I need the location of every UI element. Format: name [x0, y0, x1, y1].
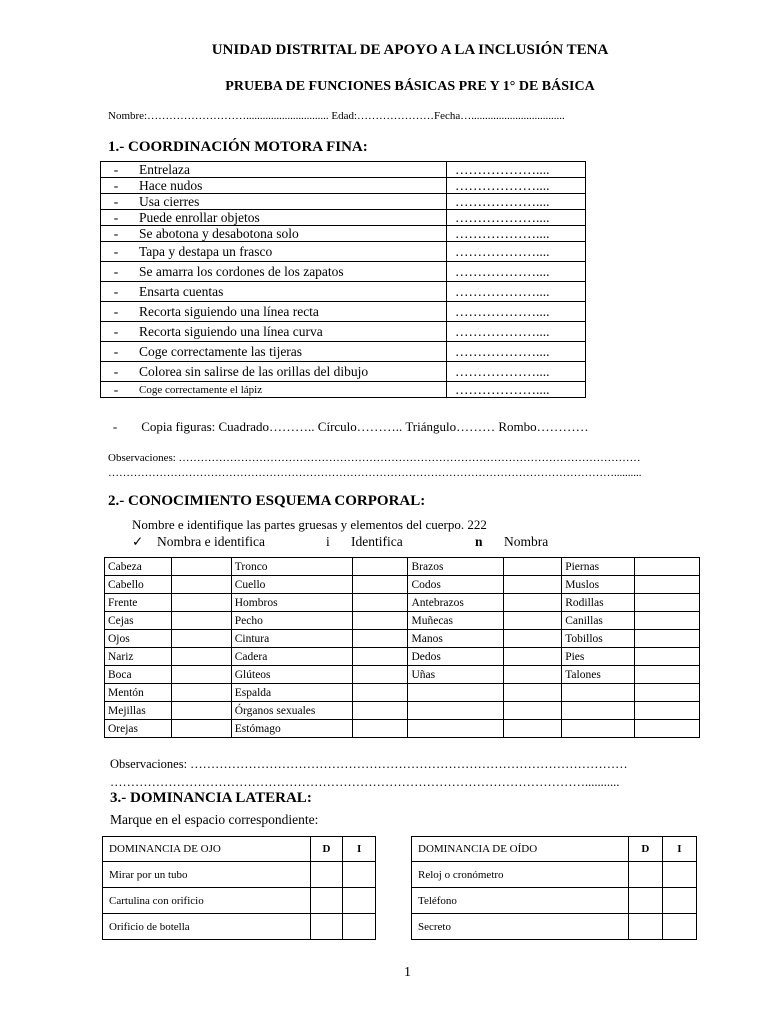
body-part-answer-cell[interactable] [504, 684, 562, 702]
motor-item-label: Recorta siguiendo una línea recta [131, 302, 447, 322]
row-dash: - [101, 194, 132, 210]
section-1-title: 1.- COORDINACIÓN MOTORA FINA: [108, 139, 368, 155]
body-part-answer-cell[interactable] [635, 720, 700, 738]
body-part-label: Talones [562, 666, 635, 684]
cell-d[interactable] [310, 888, 343, 914]
body-part-label: Canillas [562, 612, 635, 630]
obs-2-line-1: Observaciones: …………………………………………………………………………………………… [110, 757, 628, 771]
table-row [105, 720, 700, 738]
body-part-answer-cell[interactable] [352, 720, 408, 738]
body-part-answer-cell[interactable] [504, 666, 562, 684]
body-part-label: Dedos [408, 648, 504, 666]
motor-item-label: Hace nudos [131, 178, 447, 194]
body-part-answer-cell[interactable] [352, 702, 408, 720]
motor-row [101, 322, 586, 342]
motor-item-answer[interactable]: ……………….... [447, 322, 586, 342]
body-part-answer-cell[interactable] [504, 720, 562, 738]
check-icon: ✓ [132, 534, 144, 550]
body-part-label: Boca [105, 666, 172, 684]
body-part-label: Cejas [105, 612, 172, 630]
body-part-answer-cell[interactable] [171, 576, 231, 594]
motor-row [101, 302, 586, 322]
col-i-header: I [662, 837, 696, 862]
obs-1-line-1: Observaciones: ……………………………………………………………………………………………………………… [108, 452, 641, 464]
obs-1-line-2: ………………………………………………………………………………………………………………………….......... [108, 467, 642, 479]
motor-item-label: Coge correctamente las tijeras [131, 342, 447, 362]
motor-item-label: Entrelaza [131, 162, 447, 178]
cell-d[interactable] [628, 862, 662, 888]
row-dash: - [101, 322, 132, 342]
copy-figures-row [100, 419, 589, 435]
legend-identifica: Identifica [351, 534, 403, 549]
body-part-label: Órganos sexuales [231, 702, 352, 720]
motor-item-label: Colorea sin salirse de las orillas del dibujo [131, 362, 447, 382]
legend-n-symbol: n [475, 534, 483, 549]
table-header-row [103, 837, 376, 862]
body-part-answer-cell[interactable] [352, 684, 408, 702]
motor-item-answer[interactable]: ……………….... [447, 342, 586, 362]
body-part-label: Antebrazos [408, 594, 504, 612]
motor-item-answer[interactable]: ……………….... [447, 302, 586, 322]
body-part-answer-cell[interactable] [352, 648, 408, 666]
motor-item-answer[interactable]: ……………….... [447, 362, 586, 382]
body-part-label: Pecho [231, 612, 352, 630]
body-part-answer-cell[interactable] [352, 666, 408, 684]
body-part-answer-cell[interactable] [352, 630, 408, 648]
motor-item-label: Se amarra los cordones de los zapatos [131, 262, 447, 282]
body-part-answer-cell[interactable] [504, 558, 562, 576]
row-dash: - [101, 382, 132, 398]
legend-nombra-identifica: Nombra e identifica [157, 534, 265, 549]
body-part-answer-cell[interactable] [635, 666, 700, 684]
row-dash: - [101, 178, 132, 194]
body-part-answer-cell[interactable] [635, 630, 700, 648]
row-dash: - [101, 302, 132, 322]
body-part-label [408, 684, 504, 702]
motor-item-label: Puede enrollar objetos [131, 210, 447, 226]
body-part-label [562, 684, 635, 702]
table-row [103, 862, 376, 888]
body-part-label: Estómago [231, 720, 352, 738]
body-part-label [562, 720, 635, 738]
table-row [105, 594, 700, 612]
body-part-label: Nariz [105, 648, 172, 666]
cell-i[interactable] [662, 914, 696, 940]
table-row [105, 684, 700, 702]
col-i-header: I [343, 837, 376, 862]
body-part-label: Codos [408, 576, 504, 594]
motor-item-answer[interactable]: ……………….... [447, 194, 586, 210]
motor-row [101, 210, 586, 226]
body-part-label: Glúteos [231, 666, 352, 684]
col-d-header: D [310, 837, 343, 862]
table-row [105, 648, 700, 666]
body-part-label: Tronco [231, 558, 352, 576]
legend-i-symbol: i [326, 534, 330, 549]
motor-row [101, 382, 586, 398]
body-part-label: Piernas [562, 558, 635, 576]
body-part-label: Mejillas [105, 702, 172, 720]
body-part-label: Cabello [105, 576, 172, 594]
body-parts-table [104, 557, 700, 738]
body-part-label: Cadera [231, 648, 352, 666]
dominance-item-label: Mirar por un tubo [103, 862, 311, 888]
cell-i[interactable] [343, 862, 376, 888]
body-part-answer-cell[interactable] [635, 576, 700, 594]
dominance-item-label: Orificio de botella [103, 914, 311, 940]
body-part-label: Espalda [231, 684, 352, 702]
motor-row [101, 226, 586, 242]
motor-row [101, 194, 586, 210]
info-line: Nombre:……………………….............................. Edad:…………………Fecha….................................. [108, 110, 565, 122]
body-part-answer-cell[interactable] [171, 648, 231, 666]
body-part-label: Frente [105, 594, 172, 612]
body-part-label: Cabeza [105, 558, 172, 576]
row-dash: - [101, 342, 132, 362]
cell-i[interactable] [662, 862, 696, 888]
table-row [103, 914, 376, 940]
dominance-item-label: Cartulina con orificio [103, 888, 311, 914]
dash: - [112, 419, 118, 434]
body-part-answer-cell[interactable] [635, 648, 700, 666]
body-part-answer-cell[interactable] [504, 594, 562, 612]
body-part-answer-cell[interactable] [171, 630, 231, 648]
legend-nombra: Nombra [504, 534, 549, 549]
row-dash: - [101, 226, 132, 242]
body-part-label: Tobillos [562, 630, 635, 648]
body-part-label: Ojos [105, 630, 172, 648]
row-dash: - [101, 162, 132, 178]
body-part-label [408, 720, 504, 738]
body-part-answer-cell[interactable] [504, 702, 562, 720]
motor-item-answer[interactable]: ……………….... [447, 282, 586, 302]
cell-i[interactable] [662, 888, 696, 914]
cell-d[interactable] [310, 914, 343, 940]
motor-row [101, 178, 586, 194]
body-part-answer-cell[interactable] [635, 684, 700, 702]
body-part-label [408, 702, 504, 720]
document-subtitle: PRUEBA DE FUNCIONES BÁSICAS PRE Y 1° DE BÁSICA [225, 79, 595, 94]
body-part-answer-cell[interactable] [635, 612, 700, 630]
table-row [412, 862, 697, 888]
body-part-label: Muñecas [408, 612, 504, 630]
body-part-answer-cell[interactable] [635, 702, 700, 720]
body-part-answer-cell[interactable] [171, 702, 231, 720]
motor-row [101, 362, 586, 382]
eye-dominance-table [102, 836, 376, 940]
cell-d[interactable] [310, 862, 343, 888]
body-part-answer-cell[interactable] [171, 684, 231, 702]
table-row [105, 576, 700, 594]
table-row [105, 612, 700, 630]
dominance-item-label: Reloj o cronómetro [412, 862, 629, 888]
body-part-label: Muslos [562, 576, 635, 594]
table-row [103, 888, 376, 914]
copy-figures-text: Copia figuras: Cuadrado……….. Círculo……….. Triángulo……… Rombo………… [141, 419, 589, 434]
section-2-instruction: Nombre e identifique las partes gruesas y elementos del cuerpo. 222 [132, 517, 487, 532]
body-part-answer-cell[interactable] [171, 720, 231, 738]
motor-item-answer[interactable]: ……………….... [447, 210, 586, 226]
body-part-label: Rodillas [562, 594, 635, 612]
col-d-header: D [628, 837, 662, 862]
motor-item-label: Ensarta cuentas [131, 282, 447, 302]
dominance-item-label: Teléfono [412, 888, 629, 914]
body-part-answer-cell[interactable] [635, 594, 700, 612]
body-part-label: Cintura [231, 630, 352, 648]
row-dash: - [101, 362, 132, 382]
body-part-answer-cell[interactable] [504, 576, 562, 594]
body-part-label: Manos [408, 630, 504, 648]
body-part-answer-cell[interactable] [171, 612, 231, 630]
row-dash: - [101, 262, 132, 282]
table-row [105, 630, 700, 648]
motor-table [100, 161, 586, 398]
body-part-answer-cell[interactable] [635, 558, 700, 576]
body-part-answer-cell[interactable] [171, 594, 231, 612]
motor-item-answer[interactable]: ……………….... [447, 162, 586, 178]
ear-dominance-table [411, 836, 697, 940]
body-part-answer-cell[interactable] [352, 594, 408, 612]
motor-item-answer[interactable]: ……………….... [447, 178, 586, 194]
motor-row [101, 342, 586, 362]
body-part-answer-cell[interactable] [352, 612, 408, 630]
motor-item-label: Se abotona y desabotona solo [131, 226, 447, 242]
body-part-answer-cell[interactable] [504, 630, 562, 648]
section-3-title: 3.- DOMINANCIA LATERAL: [110, 790, 312, 806]
body-part-answer-cell[interactable] [504, 648, 562, 666]
table-row [412, 888, 697, 914]
row-dash: - [101, 282, 132, 302]
dominance-header: DOMINANCIA DE OJO [103, 837, 311, 862]
body-part-answer-cell[interactable] [352, 558, 408, 576]
table-row [105, 666, 700, 684]
table-header-row [412, 837, 697, 862]
body-part-label: Orejas [105, 720, 172, 738]
row-dash: - [101, 210, 132, 226]
legend-row [132, 534, 632, 552]
body-part-label: Hombros [231, 594, 352, 612]
cell-i[interactable] [343, 914, 376, 940]
cell-d[interactable] [628, 914, 662, 940]
motor-item-label: Tapa y destapa un frasco [131, 242, 447, 262]
body-part-label: Uñas [408, 666, 504, 684]
body-part-answer-cell[interactable] [171, 666, 231, 684]
motor-item-label: Usa cierres [131, 194, 447, 210]
motor-item-answer[interactable]: ……………….... [447, 262, 586, 282]
dominance-header: DOMINANCIA DE OÍDO [412, 837, 629, 862]
body-part-label [562, 702, 635, 720]
motor-row [101, 242, 586, 262]
motor-row [101, 282, 586, 302]
body-part-label: Cuello [231, 576, 352, 594]
cell-i[interactable] [343, 888, 376, 914]
body-part-answer-cell[interactable] [171, 558, 231, 576]
section-3-instruction: Marque en el espacio correspondiente: [110, 812, 319, 827]
table-row [105, 558, 700, 576]
motor-item-answer[interactable]: ……………….... [447, 242, 586, 262]
table-row [105, 702, 700, 720]
obs-2-line-2: ……………………………………………………………………………………………………........... [110, 775, 620, 789]
body-part-label: Pies [562, 648, 635, 666]
body-part-label: Brazos [408, 558, 504, 576]
motor-row [101, 162, 586, 178]
motor-row [101, 262, 586, 282]
motor-item-answer[interactable]: ……………….... [447, 226, 586, 242]
table-row [412, 914, 697, 940]
body-part-answer-cell[interactable] [352, 576, 408, 594]
document-title: UNIDAD DISTRITAL DE APOYO A LA INCLUSIÓN TENA [211, 42, 609, 58]
body-part-label: Mentón [105, 684, 172, 702]
row-dash: - [101, 242, 132, 262]
dominance-item-label: Secreto [412, 914, 629, 940]
body-part-answer-cell[interactable] [504, 612, 562, 630]
motor-item-label: Recorta siguiendo una línea curva [131, 322, 447, 342]
page-number: 1 [404, 965, 411, 980]
motor-item-answer[interactable]: ……………….... [447, 382, 586, 398]
section-2-title: 2.- CONOCIMIENTO ESQUEMA CORPORAL: [108, 493, 426, 509]
motor-item-label: Coge correctamente el lápiz [131, 382, 447, 398]
cell-d[interactable] [628, 888, 662, 914]
